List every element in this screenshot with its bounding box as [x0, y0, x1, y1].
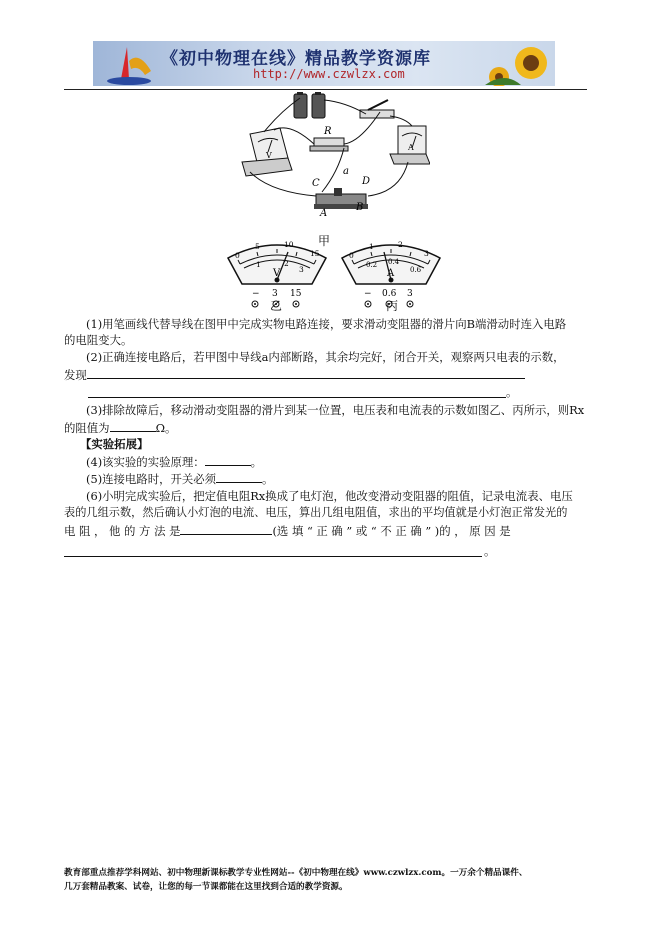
q5-line: [64, 470, 584, 488]
q2-answer-blank[interactable]: [87, 366, 525, 379]
amp-bot-04: 0.4: [388, 258, 400, 266]
q6-line3: [64, 522, 584, 540]
battery-icon: [294, 92, 325, 118]
volt-bot-2: 2: [284, 259, 289, 268]
q4-line: [64, 453, 584, 471]
amp-zero: 0: [349, 251, 354, 260]
q6-middle: (选 填 “ 正 确 ” 或 “ 不 正 确 ” )的 ， 原 因 是: [272, 524, 511, 538]
amp-bot-02: 0.2: [366, 261, 378, 269]
q1-line2: 的电阻变大。: [64, 333, 133, 347]
amp-terminal-neg: −: [364, 289, 372, 299]
amp-bot-06: 0.6: [410, 266, 422, 274]
q2-line1: (2)正确连接电路后，若甲图中导线a内部断路，其余均完好，闭合开关，观察两只电表的示数，: [86, 350, 565, 364]
label-b-point: B: [356, 202, 364, 213]
q3-prefix: 的阻值为: [64, 421, 110, 435]
q2-line2: [64, 366, 584, 384]
voltmeter-device: [242, 128, 292, 176]
volt-terminal-15: 15: [290, 289, 302, 299]
switch-icon: [360, 100, 394, 118]
site-title: 《初中物理在线》精品教学资源库: [161, 49, 431, 69]
site-url[interactable]: http://www.czwlzx.com: [253, 67, 405, 81]
figure-label-jia: 甲: [318, 234, 331, 248]
q6-line2: 表的几组示数，然后确认小灯泡的电流、电压，算出几组电阻值，求出的平均值就是小灯泡正常发光的: [64, 506, 568, 519]
q3-line2: [64, 419, 584, 437]
label-c: C: [312, 178, 320, 189]
amp-top-3: 3: [424, 249, 429, 258]
q5-prefix: (5)连接电路时，开关必须: [86, 472, 217, 486]
amp-top-2: 2: [398, 240, 403, 249]
volt-top-15: 15: [310, 249, 320, 258]
q6-end: 。: [484, 544, 496, 558]
volt-zero: 0: [235, 251, 240, 260]
header-rule: [64, 89, 587, 90]
volt-bot-1: 1: [256, 260, 261, 269]
q5-answer-blank[interactable]: [216, 470, 262, 483]
amp-terminal-06: 0.6: [382, 289, 397, 299]
q3-suffix: Ω。: [155, 421, 177, 435]
label-r: R: [324, 126, 332, 137]
label-d: D: [362, 176, 371, 187]
q6-prefix: 电 阻 ， 他 的 方 法 是: [64, 524, 181, 538]
section-heading: 【实验拓展】: [80, 437, 149, 451]
q4-answer-blank[interactable]: [205, 453, 251, 466]
amp-top-1: 1: [369, 242, 374, 251]
q3-line1: (3)排除故障后，移动滑动变阻器的滑片到某一位置，电压表和电流表的示数如图乙、丙所示，则Rx: [86, 403, 585, 417]
q1-line1: (1)用笔画线代替导线在图甲中完成实物电路连接，要求滑动变阻器的滑片向B端滑动时连入电路: [86, 317, 567, 331]
site-logo: [99, 41, 159, 86]
q4-prefix: (4)该实验的实验原理：: [86, 455, 205, 469]
label-a: a: [343, 166, 349, 177]
q2-prefix: 发现: [64, 368, 87, 382]
q6-answer-blank-1[interactable]: [180, 522, 272, 535]
sunflower-image: [485, 41, 555, 86]
volt-terminal-neg: −: [252, 289, 260, 299]
volt-top-5: 5: [255, 242, 260, 251]
volt-unit: V: [273, 268, 281, 279]
ammeter-device: [390, 126, 430, 164]
q6-line1: (6)小明完成实验后，把定值电阻Rx换成了电灯泡，他改变滑动变阻器的阻值，记录电流表、电压: [86, 489, 573, 503]
page-footer: [64, 866, 604, 894]
footer-line1: 教育部重点推荐学科网站、初中物理新课标教学专业性网站--《初中物理在线》www.czwlzx.com。一万余个精品课件、: [64, 868, 528, 878]
q2-answer-line2[interactable]: [88, 397, 506, 398]
volt-bot-3: 3: [299, 265, 304, 274]
header-banner: [93, 41, 555, 86]
q3-answer-blank[interactable]: [110, 419, 156, 432]
label-a-point: A: [320, 208, 328, 219]
q2-end: 。: [506, 385, 518, 399]
resistor-rx: [310, 138, 348, 151]
volt-top-10: 10: [284, 240, 294, 249]
svg-text:A: A: [408, 143, 414, 152]
figure-label-yi: 乙: [270, 299, 283, 313]
volt-terminal-3: 3: [272, 289, 278, 299]
circuit-figure-jia: [230, 92, 430, 232]
amp-unit: A: [387, 268, 395, 279]
footer-line2: 几万套精品教案、试卷，让您的每一节课都能在这里找到合适的教学资源。: [64, 882, 348, 892]
figure-label-bing: 丙: [386, 299, 399, 313]
q6-answer-line[interactable]: [64, 556, 482, 557]
q4-suffix: 。: [250, 455, 263, 469]
q5-suffix: 。: [262, 472, 274, 486]
svg-text:V: V: [266, 151, 272, 160]
amp-terminal-3: 3: [407, 289, 413, 299]
